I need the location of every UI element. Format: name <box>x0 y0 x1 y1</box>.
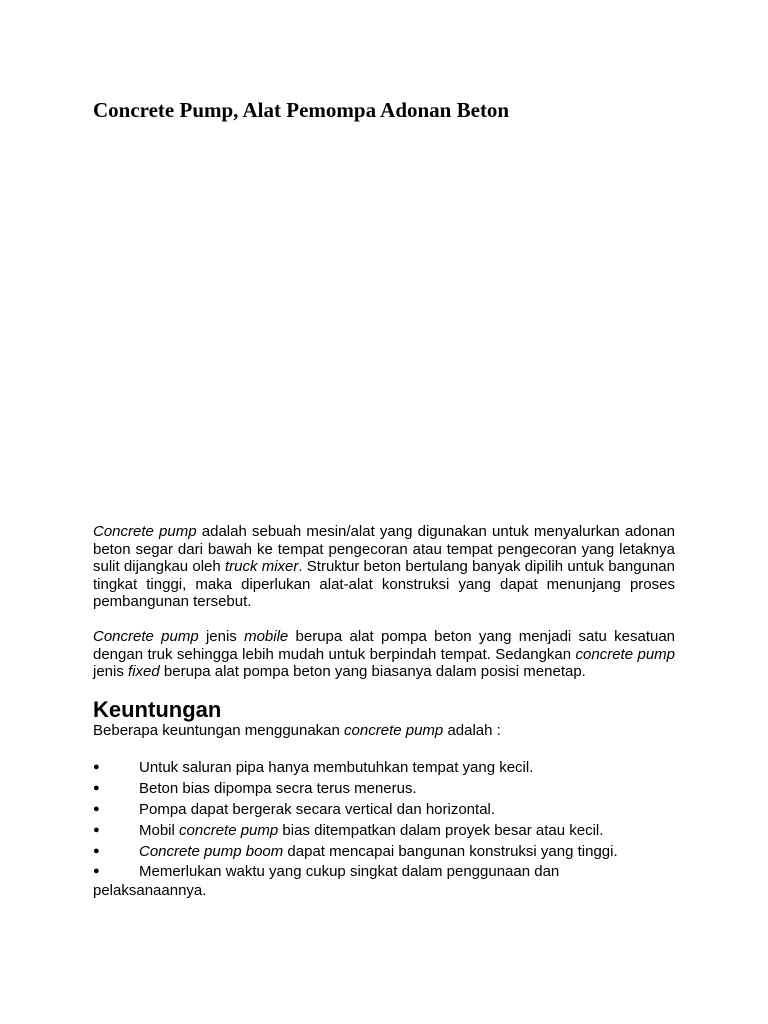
list-item-text: Memerlukan waktu yang cukup singkat dalam penggunaan dan pelaksanaannya. <box>93 863 560 899</box>
list-intro <box>93 722 501 740</box>
bullet-icon: ● <box>93 782 100 794</box>
paragraph-text: adalah sebuah mesin/alat yang digunakan untuk menyalurkan adonan beton segar dari bawah ke tempat pengecoran atau tempat pengecoran yang letaknya sulit dijangkau oleh <box>93 523 676 575</box>
paragraph-text: berupa alat pompa beton yang biasanya dalam posisi menetap. <box>159 663 586 680</box>
list-item-text: Mobil <box>139 822 180 839</box>
paragraph-text: berupa alat pompa beton yang menjadi satu kesatuan dengan truk sehingga lebih mudah untuk berpindah tempat. Sedangkan <box>93 628 676 663</box>
list-item <box>93 778 675 799</box>
list-item-text: Untuk saluran pipa hanya membutuhkan tempat yang kecil. <box>139 759 534 776</box>
advantages-list <box>93 757 675 900</box>
lead-text: Beberapa keuntungan menggunakan <box>93 722 345 739</box>
list-item <box>93 862 675 900</box>
term-truck-mixer: truck mixer <box>224 558 299 575</box>
paragraph-text: . Struktur beton bertulang banyak dipilih untuk bangunan tingkat tinggi, maka diperlukan alat-alat konstruksi yang dapat menunjang proses pembangunan tersebut. <box>93 558 675 610</box>
bullet-icon: ● <box>93 845 100 857</box>
paragraph-text: jenis <box>93 663 129 680</box>
bullet-icon: ● <box>93 824 100 836</box>
term-concrete-pump: concrete pump <box>344 722 444 739</box>
section-heading: Keuntungan <box>93 697 222 722</box>
document-title: Concrete Pump, Alat Pemompa Adonan Beton <box>93 98 510 122</box>
term-fixed: fixed <box>128 663 160 680</box>
term-concrete-pump-boom: Concrete pump boom <box>139 843 284 860</box>
list-item-text: Beton bias dipompa secra terus menerus. <box>139 780 417 797</box>
bullet-icon: ● <box>93 865 100 877</box>
types-paragraph <box>93 628 675 681</box>
intro-paragraph <box>93 523 675 611</box>
lead-text: adalah : <box>443 722 501 739</box>
term-concrete-pump: Concrete pump <box>93 523 197 540</box>
list-item <box>93 799 675 820</box>
term-mobile: mobile <box>244 628 289 645</box>
term-concrete-pump: Concrete pump <box>93 628 199 645</box>
list-item-text: Pompa dapat bergerak secara vertical dan horizontal. <box>139 801 496 818</box>
term-concrete-pump: concrete pump <box>575 645 675 663</box>
paragraph-text: jenis <box>198 628 245 645</box>
bullet-icon: ● <box>93 761 100 773</box>
list-item <box>93 757 675 778</box>
list-item <box>93 820 675 841</box>
list-item <box>93 841 675 862</box>
term-concrete-pump: concrete pump <box>179 822 279 839</box>
list-item-text: dapat mencapai bangunan konstruksi yang tinggi. <box>283 843 618 860</box>
bullet-icon: ● <box>93 803 100 815</box>
list-item-text: bias ditempatkan dalam proyek besar atau kecil. <box>278 822 604 839</box>
